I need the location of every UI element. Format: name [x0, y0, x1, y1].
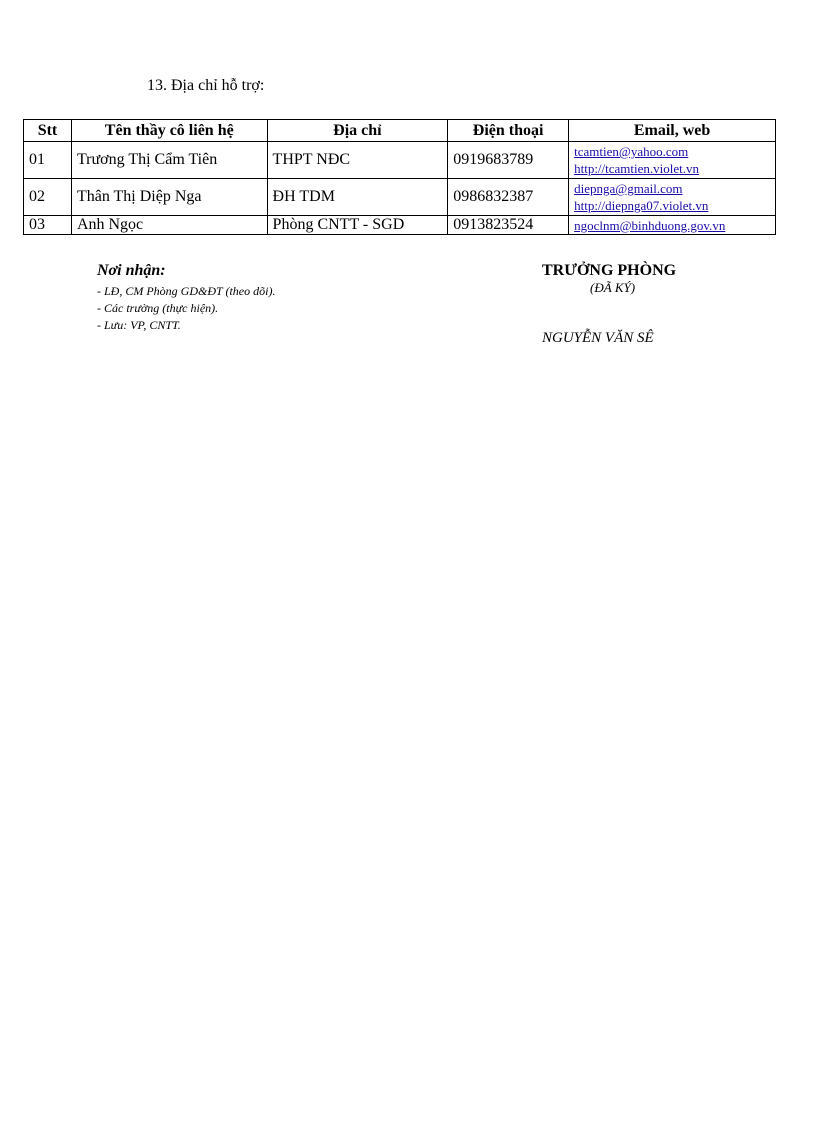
section-title: 13. Địa chỉ hỗ trợ:: [147, 77, 265, 94]
cell-address: ĐH TDM: [267, 179, 448, 216]
table-row: [24, 179, 776, 216]
contacts-table: [23, 119, 776, 235]
col-header-stt: Stt: [24, 120, 72, 142]
cell-email-web: [569, 142, 776, 179]
cell-stt: 03: [24, 216, 72, 235]
cell-name: Thân Thị Diệp Nga: [71, 179, 267, 216]
table-row: [24, 216, 776, 235]
web-link[interactable]: http://tcamtien.violet.vn: [574, 161, 700, 176]
recipients-heading: Nơi nhận:: [97, 262, 166, 279]
email-link[interactable]: diepnga@gmail.com: [574, 181, 683, 196]
list-item: - Lưu: VP, CNTT.: [97, 318, 181, 332]
col-header-address: Địa chỉ: [267, 120, 448, 142]
list-item: - Các trường (thực hiện).: [97, 301, 219, 315]
cell-address: Phòng CNTT - SGD: [267, 216, 448, 235]
signer-title: TRƯỞNG PHÒNG: [542, 262, 677, 279]
cell-stt: 01: [24, 142, 72, 179]
col-header-name: Tên thầy cô liên hệ: [71, 120, 267, 142]
cell-phone: 0913823524: [448, 216, 569, 235]
cell-name: Trương Thị Cẩm Tiên: [71, 142, 267, 179]
email-link[interactable]: tcamtien@yahoo.com: [574, 144, 689, 159]
recipients-list: [97, 283, 275, 334]
cell-phone: 0919683789: [448, 142, 569, 179]
table-header-row: [24, 120, 776, 142]
cell-phone: 0986832387: [448, 179, 569, 216]
cell-stt: 02: [24, 179, 72, 216]
table-row: [24, 142, 776, 179]
cell-address: THPT NĐC: [267, 142, 448, 179]
cell-name: Anh Ngọc: [71, 216, 267, 235]
signed-note: (ĐÃ KÝ): [590, 280, 636, 295]
web-link[interactable]: http://diepnga07.violet.vn: [574, 198, 709, 213]
cell-email-web: [569, 179, 776, 216]
signature-block: [542, 262, 742, 347]
col-header-email-web: Email, web: [569, 120, 776, 142]
email-link[interactable]: ngoclnm@binhduong.gov.vn: [574, 217, 726, 233]
cell-email-web: [569, 216, 776, 235]
recipients-block: [97, 262, 275, 334]
list-item: - LĐ, CM Phòng GD&ĐT (theo dõi).: [97, 284, 276, 298]
signer-name: NGUYỄN VĂN SÊ: [542, 330, 654, 346]
col-header-phone: Điện thoại: [448, 120, 569, 142]
